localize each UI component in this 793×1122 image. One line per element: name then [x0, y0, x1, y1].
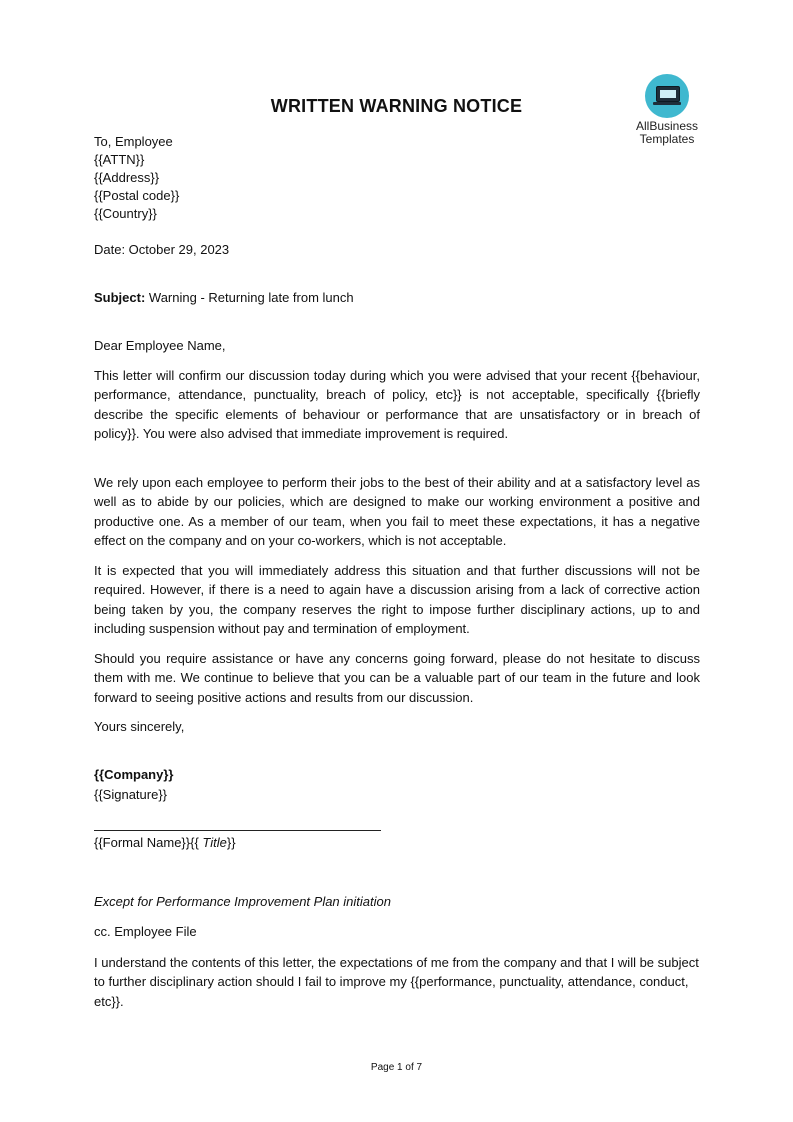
- logo-line-2: Templates: [639, 132, 695, 146]
- formal-name-placeholder: {{Formal Name}}{{: [94, 835, 203, 850]
- address-line: {{Address}}: [94, 170, 160, 185]
- paragraph-2: We rely upon each employee to perform their jobs to the best of their ability and at a satisfactory level as well as to abide by our policies, which are designed to make our working environment a positive and productive one. As a member of our team, when you fail to meet these expectations, it has a negative effect on the company and on your co-workers, which is not acceptable.: [94, 475, 700, 548]
- logo-line-1: AllBusiness: [635, 119, 699, 133]
- cc-line: cc. Employee File: [94, 924, 197, 939]
- paragraph-3: It is expected that you will immediately address this situation and that further discussions will not be required. However, if there is a need to again have a discussion arising from a lack of corrective action being taken by you, the company reserves the right to impose further disciplinary actions, up to and including suspension without pay and termination of employment.: [94, 563, 700, 636]
- paragraph-1: This letter will confirm our discussion today during which you were advised that your recent {{behaviour, performance, attendance, punctuality, breach of policy, etc}} is not acceptable, specifically {{briefly describe the specific elements of behaviour or performance that are unsatisfactory or in breach of policy}}. You were also advised that immediate improvement is required.: [94, 368, 700, 441]
- address-postal: {{Postal code}}: [94, 188, 180, 203]
- salutation: Dear Employee Name,: [94, 338, 226, 353]
- subject-label: Subject:: [94, 290, 146, 305]
- recipient-address: [94, 133, 700, 223]
- signature-line: [94, 830, 381, 831]
- document-title: WRITTEN WARNING NOTICE: [270, 96, 523, 116]
- address-attn: {{ATTN}}: [94, 152, 145, 167]
- address-to: To, Employee: [94, 134, 173, 149]
- page-number: Page 1 of 7: [370, 1062, 423, 1073]
- closing: Yours sincerely,: [94, 719, 185, 734]
- address-country: {{Country}}: [94, 206, 157, 221]
- paragraph-4: Should you require assistance or have any concerns going forward, please do not hesitate to discuss them with me. We continue to believe that you can be a valuable part of our team in the future and look forward to seeing positive actions and results from our discussion.: [94, 651, 700, 705]
- formal-name-end: }}: [226, 835, 236, 850]
- title-placeholder: Title: [202, 835, 227, 850]
- formal-name-line: [94, 834, 700, 852]
- subject-text: Warning - Returning late from lunch: [145, 290, 354, 305]
- letter-subject: [94, 289, 700, 307]
- acknowledgement: I understand the contents of this letter, the expectations of me from the company and that I will be subject to further disciplinary action should I fail to improve my {{performance, punctuality, attendance, conduct, etc}}.: [94, 955, 699, 1009]
- signature-placeholder: {{Signature}}: [94, 787, 168, 802]
- note-line: Except for Performance Improvement Plan initiation: [94, 894, 391, 909]
- company-placeholder: {{Company}}: [94, 767, 174, 782]
- letter-date: Date: October 29, 2023: [94, 242, 230, 257]
